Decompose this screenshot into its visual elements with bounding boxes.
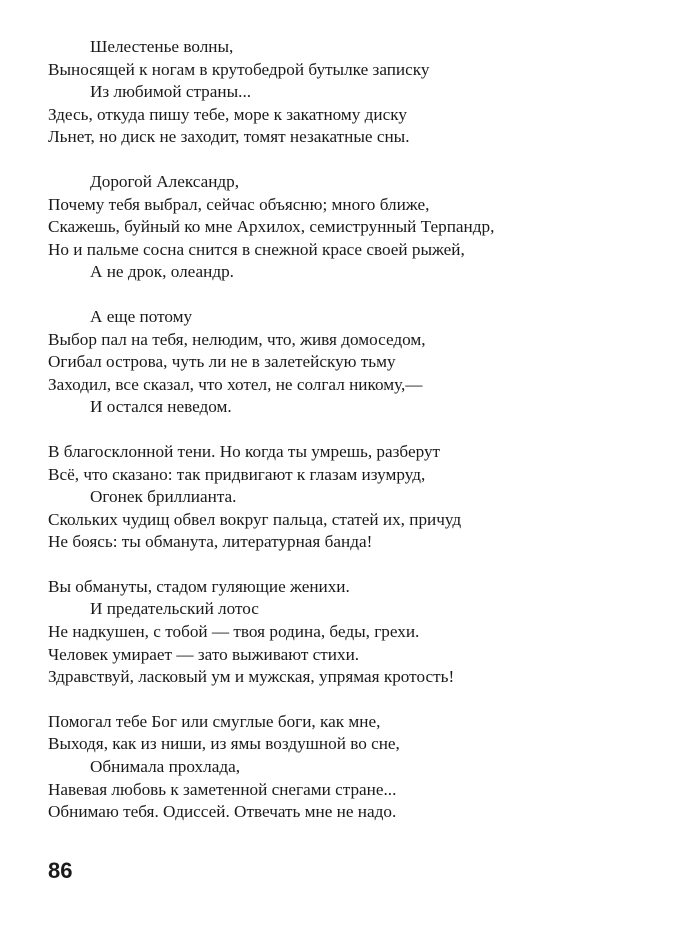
poem-line: Льнет, но диск не заходит, томят незакатные сны. <box>48 127 410 147</box>
poem-line: Не надкушен, с тобой — твоя родина, беды, грехи. <box>48 622 420 642</box>
poem-line: Шелестенье волны, <box>90 37 234 56</box>
stanza-1 <box>48 36 648 149</box>
poem-line: Здравствуй, ласковый ум и мужская, упрямая кротость! <box>48 667 455 687</box>
stanza-5 <box>48 576 648 689</box>
poem-line: Выносящей к ногам в крутобедрой бутылке записку <box>48 59 430 79</box>
poem-line: В благосклонной тени. Но когда ты умрешь, разберут <box>48 441 441 461</box>
poem-line: Обнимаю тебя. Одиссей. Отвечать мне не надо. <box>48 802 397 822</box>
poem-line: Человек умирает — зато выживают стихи. <box>48 644 360 664</box>
poem-line: Навевая любовь к заметенной снегами стране... <box>48 779 397 799</box>
poem-line: И предательский лотос <box>90 599 259 619</box>
stanza-3 <box>48 306 648 419</box>
poem-line: Обнимала прохлада, <box>90 757 241 777</box>
poem-line: Огибал острова, чуть ли не в залетейскую тьму <box>48 352 396 372</box>
poem-line: Помогал тебе Бог или смуглые боги, как мне, <box>48 711 381 731</box>
stanza-4 <box>48 441 648 554</box>
poem-line: Скажешь, буйный ко мне Архилох, семиструнный Терпандр, <box>48 217 495 237</box>
poem-line: Вы обмануты, стадом гуляющие женихи. <box>48 576 350 596</box>
poem-line: Огонек бриллианта. <box>90 487 237 507</box>
poem-line: А не дрок, олеандр. <box>90 262 234 282</box>
poem-line: Выходя, как из ниши, из ямы воздушной во сне, <box>48 734 400 754</box>
poem-line: Выбор пал на тебя, нелюдим, что, живя домоседом, <box>48 329 426 349</box>
stanza-2 <box>48 171 648 284</box>
poem-line: Из любимой страны... <box>90 82 252 102</box>
poem-line: Скольких чудищ обвел вокруг пальца, статей их, причуд <box>48 509 462 529</box>
poem-line: Заходил, все сказал, что хотел, не солгал никому,— <box>48 374 423 394</box>
poem-line: А еще потому <box>90 306 193 326</box>
poem-line: Не боясь: ты обманута, литературная банда! <box>48 532 373 552</box>
poem-line: И остался неведом. <box>90 397 232 417</box>
poem-line: Здесь, откуда пишу тебе, море к закатному диску <box>48 104 407 124</box>
poem-line: Дорогой Александр, <box>90 171 240 191</box>
poem-line: Всё, что сказано: так придвигают к глазам изумруд, <box>48 464 426 484</box>
poem-line: Почему тебя выбрал, сейчас объясню; много ближе, <box>48 194 430 214</box>
poem-line: Но и пальме сосна снится в снежной красе своей рыжей, <box>48 239 465 259</box>
poem-body <box>48 36 648 846</box>
page-number: 86 <box>48 858 73 883</box>
stanza-6 <box>48 711 648 824</box>
